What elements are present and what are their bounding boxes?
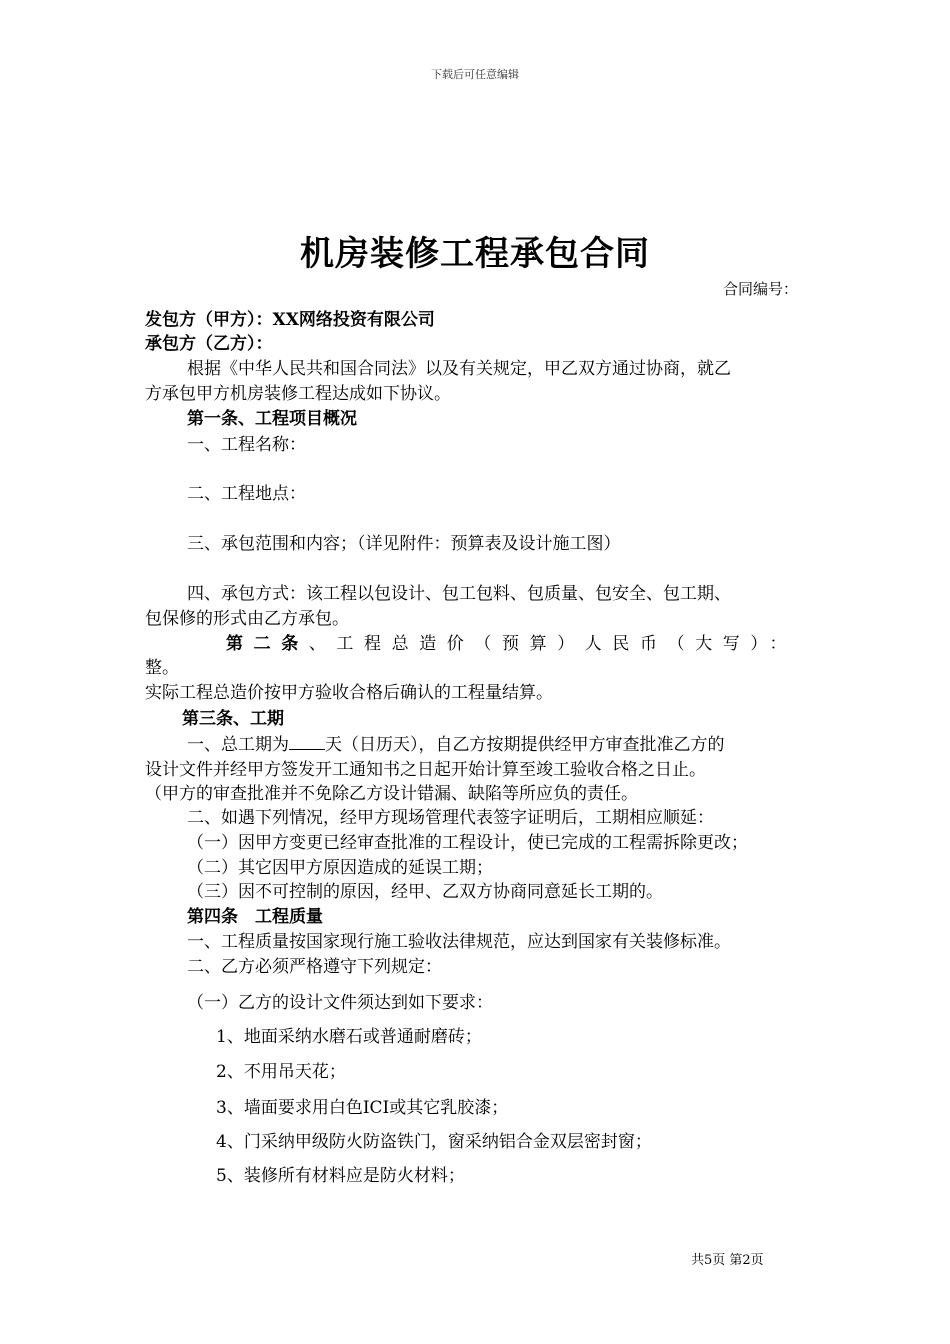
article-3-p2-item-3: （三）因不可控制的原因，经甲、乙双方协商同意延长工期的。 xyxy=(187,882,663,902)
party-a: 发包方（甲方）：XX网络投资有限公司 xyxy=(145,310,435,330)
page-footer: 共5页 第2页 xyxy=(691,1253,764,1268)
article-4-p1: 一、工程质量按国家现行施工验收法律规范，应达到国家有关装修标准。 xyxy=(187,932,731,952)
article-3-p1-line-2: 设计文件并经甲方签发开工通知书之日起开始计算至竣工验收合格之日止。 xyxy=(145,760,706,780)
header-note: 下载后可任意编辑 xyxy=(431,68,519,81)
article-1-item-4-line-2: 包保修的形式由乙方承包。 xyxy=(145,609,349,629)
article-4-p2-sub-1: （一）乙方的设计文件须达到如下要求： xyxy=(187,993,493,1013)
intro-line-1: 根据《中华人民共和国合同法》以及有关规定，甲乙双方通过协商，就乙 xyxy=(187,359,731,379)
contract-number-label: 合同编号： xyxy=(723,280,799,298)
article-3-p2-item-1: （一）因甲方变更已经审查批准的工程设计，使已完成的工程需拆除更改； xyxy=(187,833,748,853)
article-3-p2-item-2: （二）其它因甲方原因造成的延误工期； xyxy=(187,858,493,878)
article-2-note: 实际工程总造价按甲方验收合格后确认的工程量结算。 xyxy=(145,683,553,703)
article-1-item-1: 一、工程名称： xyxy=(187,435,306,455)
article-4-p2: 二、乙方必须严格遵守下列规定： xyxy=(187,957,442,977)
article-1-item-4-line-1: 四、承包方式：该工程以包设计、包工包料、包质量、包安全、包工期、 xyxy=(187,584,731,604)
article-1-item-2: 二、工程地点： xyxy=(187,484,306,504)
requirement-item: 4、门采纳甲级防火防盗铁门，窗采纳铝合金双层密封窗； xyxy=(216,1132,652,1152)
requirement-item: 2、不用吊天花； xyxy=(216,1062,346,1082)
requirement-item: 1、地面采纳水磨石或普通耐磨砖； xyxy=(216,1027,482,1047)
article-1-title: 第一条、工程项目概况 xyxy=(187,409,357,429)
intro-line-2: 方承包甲方机房装修工程达成如下协议。 xyxy=(145,384,451,404)
document-title: 机房装修工程承包合同 xyxy=(300,234,650,274)
article-3-p1-line-3: （甲方的审查批准并不免除乙方设计错漏、缺陷等所应负的责任。 xyxy=(145,784,638,804)
article-3-title: 第三条、工期 xyxy=(182,709,284,729)
article-3-p1-prefix: 一、总工期为 xyxy=(187,735,289,755)
article-2-text: 、工程总造价（预算）人民币（大写）： xyxy=(308,634,798,654)
days-blank xyxy=(289,733,325,750)
party-b: 承包方（乙方）： xyxy=(145,334,273,354)
article-4-title: 第四条 工程质量 xyxy=(187,907,323,927)
requirement-item: 3、墙面要求用白色ICI或其它乳胶漆； xyxy=(216,1098,509,1118)
article-2-title: 第二条 xyxy=(226,634,309,654)
article-2-end: 整。 xyxy=(145,658,179,678)
requirement-item: 5、装修所有材料应是防火材料； xyxy=(216,1166,465,1186)
article-3-p2: 二、如遇下列情况，经甲方现场管理代表签字证明后，工期相应顺延： xyxy=(187,808,714,828)
article-3-p1-suffix: 天（日历天），自乙方按期提供经甲方审查批准乙方的 xyxy=(325,735,725,755)
article-1-item-3: 三、承包范围和内容；（详见附件：预算表及设计施工图） xyxy=(187,534,621,554)
article-2-line xyxy=(226,632,797,656)
article-3-p1-line-1 xyxy=(187,733,725,757)
